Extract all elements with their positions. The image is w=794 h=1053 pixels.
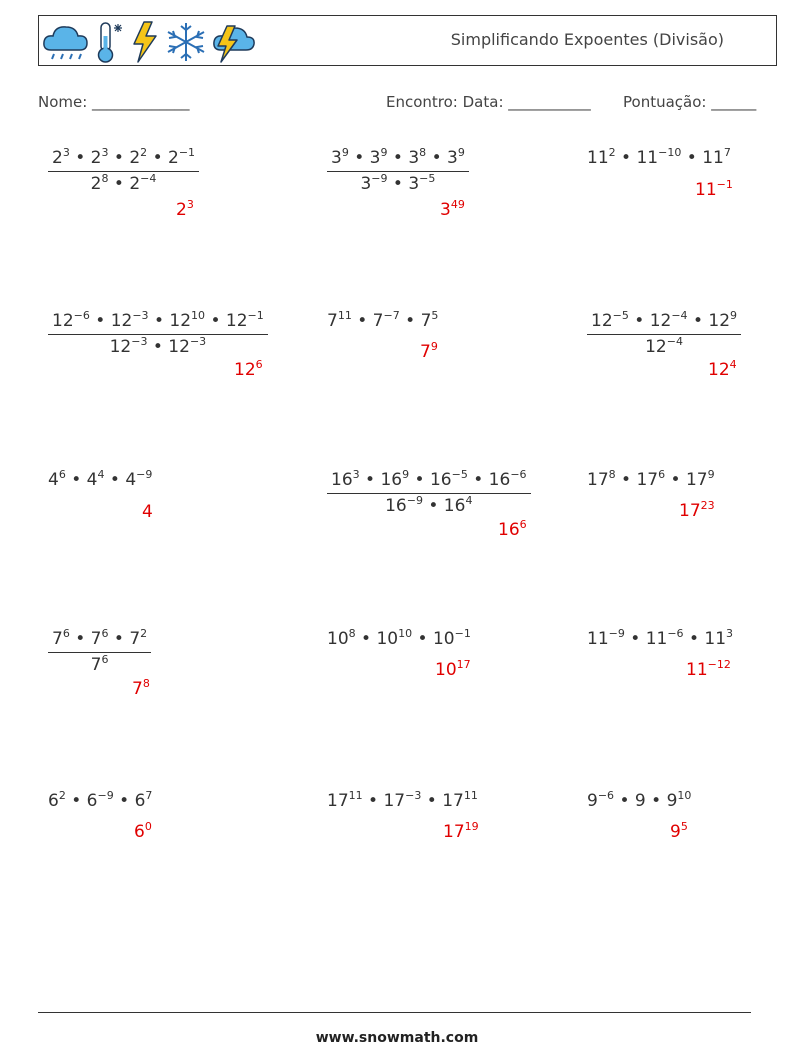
power-term [636,470,665,490]
thermometer-icon [91,20,127,64]
power-exponent: −5 [451,468,468,481]
power-term [635,791,646,811]
power-term [331,148,349,168]
power-term [91,629,109,649]
power-term [447,148,465,168]
numerator: $12^{-6}$ • $12^{-3}$ • $12^{10}$ • $12^{-1}$ [48,311,268,335]
denominator: $12^{-3}$ • $12^{-3}$ [109,335,207,357]
power-base: 7 [90,655,102,675]
power-base: 2 [129,148,141,168]
power-base: 16 [380,470,403,490]
power-term [168,148,195,168]
power-term [125,470,152,490]
power-exponent: 4 [465,494,473,507]
power-term [373,311,400,331]
rain-cloud-icon [41,20,91,64]
power-exponent: −5 [612,309,629,322]
power-term [686,660,731,680]
power-term [385,496,423,516]
worksheet-header [38,15,777,66]
power-base: 17 [685,470,708,490]
footer-divider [38,1012,751,1013]
power-exponent: 3 [62,146,70,159]
power-term [91,148,109,168]
power-term [686,470,715,490]
lightning-icon [127,20,163,64]
denominator [587,335,741,357]
power-term [587,791,614,811]
power-base: 3 [369,148,381,168]
power-term [52,629,70,649]
power-exponent: 10 [398,627,413,640]
power-term [704,629,733,649]
power-term [667,791,692,811]
power-exponent: −10 [658,146,682,159]
fraction [587,311,741,357]
power-exponent: −3 [189,335,207,348]
power-term [442,791,478,811]
power-term [708,360,737,380]
power-exponent: 6 [101,653,109,666]
power-exponent: −9 [136,468,153,481]
power-term [650,311,688,331]
power-term [370,148,388,168]
power-exponent: 11 [463,789,478,802]
power-term [498,520,527,540]
answer-11 [435,660,471,680]
power-term [52,311,90,331]
power-base: 11 [636,148,659,168]
power-term [327,311,352,331]
power-exponent: 6 [255,358,263,371]
problem-8 [327,470,531,516]
power-base: 17 [679,501,701,521]
power-base: 16 [498,520,520,540]
problem-3: $11^2$ • $11^{-10}$ • $11^7$ [587,146,731,168]
power-exponent: 9 [707,468,715,481]
answer-12 [686,660,731,680]
power-exponent: 10 [677,789,692,802]
snowflake-icon [163,20,209,64]
power-base: 16 [488,470,511,490]
power-base: 7 [420,311,432,331]
power-base: 12 [708,311,731,331]
power-exponent: −1 [716,178,733,191]
power-term [132,679,150,699]
power-exponent: 3 [726,627,734,640]
power-exponent: −6 [510,468,527,481]
answer-15 [670,822,688,842]
answer-4 [234,360,263,380]
power-exponent: 5 [431,309,439,322]
power-exponent: −1 [247,309,264,322]
power-exponent: 7 [145,789,153,802]
power-exponent: 4 [97,468,105,481]
power-base: 10 [435,660,457,680]
power-base: 3 [408,148,420,168]
power-term [702,148,731,168]
power-term [433,629,471,649]
power-term [327,629,356,649]
numerator: $16^3$ • $16^9$ • $16^{-5}$ • $16^{-6}$ [327,470,531,494]
power-term [380,470,409,490]
power-term [234,360,263,380]
power-base: 7 [52,629,63,649]
problem-11: $10^8$ • $10^{10}$ • $10^{-1}$ [327,627,471,649]
power-base: 7 [327,311,338,331]
denominator: $3^{-9}$ • $3^{-5}$ [360,172,436,194]
power-exponent: 9 [730,309,738,322]
power-exponent: −1 [178,146,196,159]
power-base: 11 [702,148,724,168]
numerator: $3^9$ • $3^9$ • $3^8$ • $3^9$ [327,148,469,172]
power-exponent: 0 [144,820,152,833]
power-exponent: 2 [608,146,616,159]
power-base: 2 [129,174,141,194]
problem-4 [48,311,268,357]
answer-14 [443,822,479,842]
power-exponent: −3 [132,309,149,322]
power-exponent: 8 [142,677,150,690]
power-term [87,791,114,811]
power-base: 4 [48,470,59,490]
power-exponent: −3 [405,789,422,802]
answer-6 [708,360,737,380]
power-term [176,200,194,220]
problem-5: $7^{11}$ • $7^{-7}$ • $7^5$ [327,309,439,331]
power-term [129,174,156,194]
power-base: 2 [176,200,187,220]
power-base: 7 [372,311,384,331]
power-base: 12 [649,311,672,331]
power-base: 17 [442,791,464,811]
power-exponent: −9 [608,627,625,640]
power-term [383,791,421,811]
power-base: 17 [327,791,349,811]
power-exponent: −9 [97,789,114,802]
power-base: 9 [587,791,598,811]
power-exponent: 49 [450,198,465,211]
fraction [327,470,531,516]
power-term [440,200,465,220]
power-exponent: −4 [671,309,688,322]
power-term [420,342,438,362]
power-base: 11 [686,660,708,680]
power-exponent: 8 [608,468,616,481]
power-base: 11 [645,629,668,649]
power-base: 3 [408,174,420,194]
power-exponent: 17 [456,658,471,671]
power-base: 2 [90,174,102,194]
power-exponent: 9 [380,146,388,159]
power-base: 9 [634,791,646,811]
power-base: 7 [129,629,141,649]
fraction [48,311,268,357]
power-base: 3 [331,148,342,168]
power-base: 11 [704,629,727,649]
power-base: 3 [447,148,458,168]
power-base: 16 [443,496,466,516]
answer-13 [134,822,152,842]
power-term [646,629,684,649]
power-base: 10 [376,629,399,649]
power-exponent: 9 [402,468,410,481]
power-term [591,311,629,331]
power-base: 12 [645,337,667,357]
power-exponent: −9 [406,494,423,507]
power-base: 6 [48,791,59,811]
problem-12: $11^{-9}$ • $11^{-6}$ • $11^3$ [587,627,734,649]
problem-10 [48,629,151,675]
power-term [376,629,412,649]
power-exponent: 5 [680,820,688,833]
power-exponent: 9 [430,340,438,353]
power-term [444,496,473,516]
power-exponent: 4 [729,358,737,371]
power-exponent: 2 [140,146,148,159]
power-base: 12 [109,337,132,357]
denominator: $2^8$ • $2^{-4}$ [90,172,157,194]
power-base: 4 [125,470,137,490]
power-exponent: 10 [191,309,206,322]
power-term [48,470,66,490]
fraction [48,148,199,194]
power-base: 11 [587,629,609,649]
power-term [168,337,206,357]
power-base: 12 [52,311,74,331]
power-term [408,148,426,168]
power-base: 7 [420,342,431,362]
power-term [48,791,66,811]
problem-14: $17^{11}$ • $17^{-3}$ • $17^{11}$ [327,789,478,811]
power-exponent: −12 [707,658,731,671]
power-term [587,629,625,649]
power-term [670,822,688,842]
power-term [169,311,205,331]
answer-2 [440,200,465,220]
power-base: 12 [168,337,190,357]
power-term [135,791,153,811]
power-exponent: −4 [666,335,683,348]
answer-1 [176,200,194,220]
encounter-date-label: Encontro: Data: ___________ [386,93,591,111]
power-term [443,822,479,842]
power-term [91,174,109,194]
power-base: 12 [110,311,133,331]
power-base: 4 [142,502,153,522]
power-base: 16 [429,470,452,490]
storm-cloud-icon [209,20,257,64]
power-exponent: 2 [58,789,66,802]
power-term [430,470,468,490]
power-base: 10 [432,629,455,649]
fraction [48,629,151,675]
power-term [129,148,147,168]
power-term [331,470,360,490]
power-base: 7 [90,629,102,649]
power-base: 7 [132,679,143,699]
power-term [52,148,70,168]
answer-9 [679,501,715,521]
fraction [327,148,469,194]
power-base: 12 [169,311,192,331]
power-exponent: −4 [140,172,157,185]
power-exponent: 9 [341,146,349,159]
power-term [91,655,109,675]
power-exponent: −5 [419,172,436,185]
power-term [636,148,681,168]
power-exponent: 6 [519,518,527,531]
score-label: Pontuação: ______ [623,93,757,111]
problem-7: $4^6$ • $4^4$ • $4^{-9}$ [48,468,153,490]
power-term [645,337,683,357]
power-term [435,660,471,680]
power-term [421,311,439,331]
power-exponent: 3 [101,146,109,159]
power-base: 17 [636,470,659,490]
power-base: 11 [587,148,609,168]
problem-15: $9^{-6}$ • 9 • $9^{10}$ [587,789,692,811]
power-base: 6 [134,822,145,842]
power-term [679,501,715,521]
power-base: 4 [86,470,98,490]
power-term [708,311,737,331]
problem-2 [327,148,469,194]
power-exponent: 7 [723,146,731,159]
answer-3 [695,180,733,200]
power-base: 17 [443,822,465,842]
power-exponent: −9 [371,172,388,185]
denominator [48,653,151,675]
power-exponent: −6 [667,627,684,640]
power-base: 3 [440,200,451,220]
power-base: 12 [234,360,256,380]
power-exponent: 23 [700,499,715,512]
power-base: 17 [587,470,609,490]
power-exponent: 8 [348,627,356,640]
power-exponent: 11 [337,309,352,322]
power-base: 2 [168,148,179,168]
power-term [134,822,152,842]
power-exponent: 19 [464,820,479,833]
power-exponent: −6 [597,789,615,802]
power-base: 3 [360,174,372,194]
denominator: $16^{-9}$ • $16^4$ [385,494,473,516]
power-exponent: 2 [140,627,148,640]
power-exponent: 11 [348,789,363,802]
power-term [587,148,616,168]
power-base: 12 [225,311,248,331]
power-base: 9 [670,822,681,842]
power-base: 16 [385,496,407,516]
name-field-label: Nome: _____________ [38,93,190,111]
problem-6 [587,311,741,357]
problem-13: $6^2$ • $6^{-9}$ • $6^7$ [48,789,153,811]
power-exponent: −3 [131,335,148,348]
power-base: 12 [708,360,730,380]
worksheet-title: Simplificando Expoentes (Divisão) [450,30,724,49]
power-base: 6 [86,791,98,811]
power-exponent: 6 [658,468,666,481]
power-exponent: 6 [62,627,70,640]
power-term [110,337,148,357]
power-term [587,470,616,490]
answer-5 [420,342,438,362]
power-exponent: 3 [352,468,360,481]
power-term [87,470,105,490]
power-base: 9 [666,791,678,811]
power-base: 12 [591,311,613,331]
power-base: 2 [52,148,63,168]
power-term [408,174,435,194]
power-exponent: −1 [454,627,471,640]
power-exponent: 6 [58,468,66,481]
power-term [226,311,264,331]
numerator: $2^3$ • $2^3$ • $2^2$ • $2^{-1}$ [48,148,199,172]
power-term [360,174,387,194]
power-exponent: 8 [101,172,109,185]
power-term [695,180,733,200]
problem-9: $17^8$ • $17^6$ • $17^9$ [587,468,715,490]
power-base: 10 [327,629,349,649]
power-base: 2 [90,148,102,168]
power-exponent: 3 [186,198,194,211]
power-exponent: 6 [101,627,109,640]
power-term [142,502,153,522]
power-base: 16 [331,470,353,490]
power-exponent: 8 [419,146,427,159]
numerator: $12^{-5}$ • $12^{-4}$ • $12^9$ [587,311,741,335]
power-exponent: −7 [383,309,400,322]
power-exponent: −6 [73,309,90,322]
problem-1 [48,148,199,194]
power-term [111,311,149,331]
answer-10 [132,679,150,699]
numerator: $7^6$ • $7^6$ • $7^2$ [48,629,151,653]
power-base: 17 [383,791,406,811]
answer-7 [142,502,153,522]
power-base: 6 [134,791,146,811]
power-term [327,791,363,811]
power-exponent: 9 [457,146,465,159]
power-term [129,629,147,649]
power-term [489,470,527,490]
power-base: 11 [695,180,717,200]
answer-8 [498,520,527,540]
footer-url: www.snowmath.com [315,1030,479,1046]
weather-icons [41,19,257,64]
